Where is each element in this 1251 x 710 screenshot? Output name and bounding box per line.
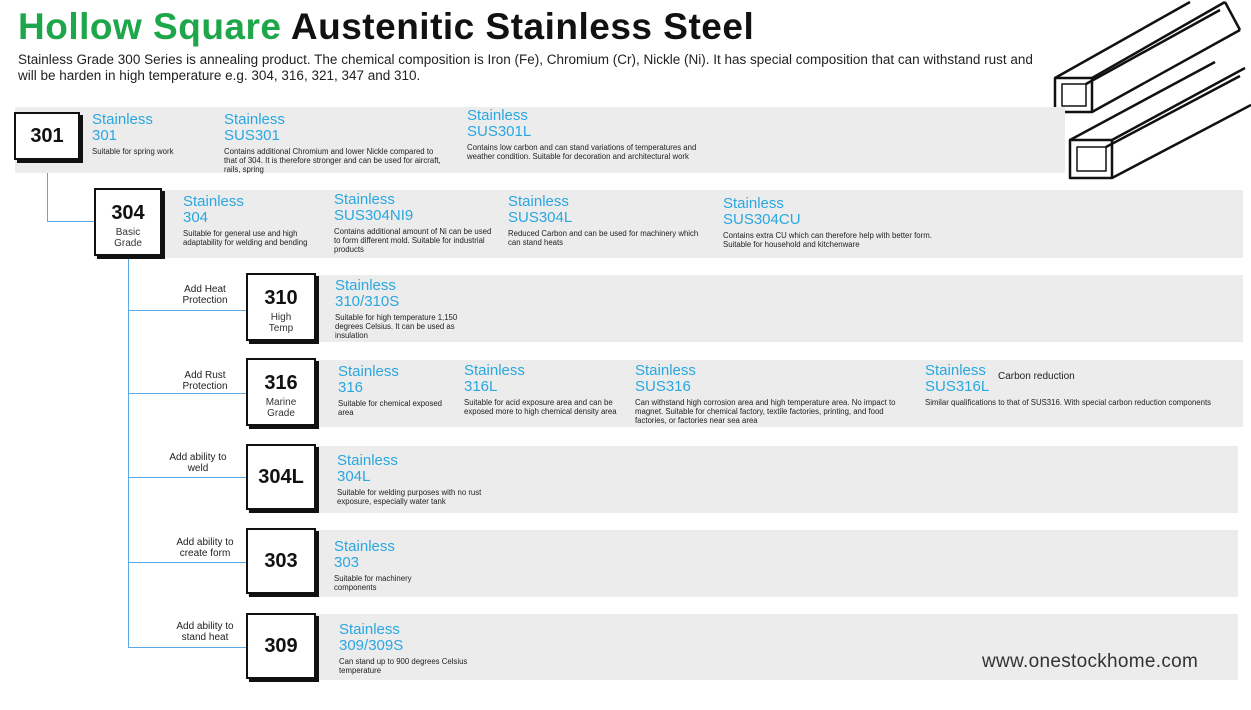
title-dark: Austenitic Stainless Steel — [290, 6, 755, 47]
grade-number: 301 — [30, 125, 64, 147]
add-label-heat-stand: Add ability to stand heat — [176, 621, 234, 643]
grade-number: 303 — [264, 550, 298, 572]
item-stainless-304l — [337, 453, 517, 506]
grade-box-301 — [14, 112, 80, 160]
item-name-line2: SUS316 — [635, 378, 691, 395]
item-name-line2: 310/310S — [335, 293, 400, 310]
item-sus301l — [467, 108, 722, 161]
grade-subtitle: Marine Grade — [265, 397, 297, 419]
item-sus316 — [635, 363, 905, 425]
connector-304-vertical — [128, 258, 129, 648]
connector-316 — [128, 393, 246, 394]
item-name-line2: 301 — [92, 127, 118, 144]
item-name-line1: Stainless — [338, 363, 399, 380]
item-sus304l — [508, 194, 708, 247]
grade-number: 316 — [264, 372, 298, 394]
grade-box-316 — [246, 358, 316, 426]
item-stainless-310 — [335, 278, 475, 340]
item-name-line2: SUS304CU — [723, 211, 801, 228]
item-stainless-303 — [334, 539, 454, 592]
page-subtitle: Stainless Grade 300 Series is annealing product. The chemical composition is Iron (Fe), Chromium (Cr), Nickle (Ni). It has special composition that can withstand rust and will be harden in high temperature e.g. 304, 316, 321, 347 and 310. — [18, 52, 1033, 83]
item-name-line1: Stainless — [339, 621, 400, 638]
item-name-line1: Stainless — [337, 452, 398, 469]
add-label-heat: Add Heat Protection — [182, 284, 228, 306]
item-name-line2: SUS304L — [508, 209, 573, 226]
grade-number: 304 — [111, 202, 145, 224]
grade-box-310 — [246, 273, 316, 341]
item-name-line2: 304 — [183, 209, 209, 226]
grade-number: 309 — [264, 635, 298, 657]
item-name-line2: 316L — [464, 378, 498, 395]
item-name-line2: 303 — [334, 554, 360, 571]
grade-number: 304L — [258, 466, 304, 488]
item-sus316l — [925, 363, 1225, 407]
grade-subtitle: High Temp — [268, 312, 294, 334]
item-description: Suitable for acid exposure area and can be exposed more to high chemical density area — [464, 398, 617, 416]
item-name-line2: 304L — [337, 468, 371, 485]
item-name-line1: Stainless — [183, 193, 244, 210]
carbon-reduction-note: Carbon reduction — [998, 371, 1075, 382]
grade-number: 310 — [264, 287, 298, 309]
item-description: Similar qualifications to that of SUS316. With special carbon reduction components — [925, 398, 1212, 407]
connector-303 — [128, 562, 246, 563]
grade-box-304 — [94, 188, 162, 256]
item-name-line2: SUS301L — [467, 123, 532, 140]
item-name-line2: 309/309S — [339, 637, 404, 654]
item-stainless-316l — [464, 363, 624, 416]
item-description: Suitable for general use and high adaptability for welding and bending — [183, 229, 308, 247]
connector-304l — [128, 477, 246, 478]
item-name-line2: SUS304NI9 — [334, 207, 414, 224]
add-label-weld: Add ability to weld — [169, 452, 227, 474]
item-stainless-301 — [92, 112, 182, 156]
page-title — [18, 6, 754, 48]
item-description: Can withstand high corrosion area and high temperature area. No impact to magnet. Suitable for chemical factory, textile factories, printing, and food factories, or factories near sea area — [635, 398, 896, 425]
item-sus304cu — [723, 196, 953, 249]
connector-301-304 — [47, 221, 94, 222]
item-description: Reduced Carbon and can be used for machinery which can stand heats — [508, 229, 699, 247]
connector-310 — [128, 310, 246, 311]
grade-box-303 — [246, 528, 316, 594]
item-description: Contains additional amount of Ni can be used to form different mold. Suitable for industrial products — [334, 227, 492, 254]
item-description: Contains extra CU which can therefore help with better form. Suitable for household and kitchenware — [723, 231, 932, 249]
item-name-line1: Stainless — [635, 362, 696, 379]
item-name-line1: Stainless — [508, 193, 569, 210]
add-label-rust: Add Rust Protection — [182, 370, 228, 392]
item-stainless-316 — [338, 364, 448, 417]
item-name-line1: Stainless — [723, 195, 784, 212]
item-name-line1: Stainless — [925, 362, 986, 379]
item-description: Suitable for machinery components — [334, 574, 412, 592]
grade-subtitle: Basic Grade — [114, 227, 142, 249]
item-description: Suitable for welding purposes with no rust exposure, especially water tank — [337, 488, 482, 506]
item-description: Suitable for chemical exposed area — [338, 399, 443, 417]
item-sus301 — [224, 112, 444, 174]
item-name-line1: Stainless — [334, 191, 395, 208]
item-name-line2: 316 — [338, 379, 364, 396]
title-green: Hollow Square — [18, 6, 282, 47]
item-sus304ni9 — [334, 192, 494, 254]
item-description: Contains additional Chromium and lower Nickle compared to that of 304. It is therefore stronger and can be used for aircraft, rails, spring — [224, 147, 441, 174]
item-name-line2: SUS316L — [925, 378, 990, 395]
item-description: Suitable for high temperature 1,150 degrees Celsius. It can be used as insulation — [335, 313, 458, 340]
item-description: Contains low carbon and can stand variations of temperatures and weather condition. Suitable for decoration and architectural work — [467, 143, 697, 161]
item-name-line1: Stainless — [334, 538, 395, 555]
item-name-line1: Stainless — [464, 362, 525, 379]
grade-box-304l — [246, 444, 316, 510]
add-label-form: Add ability to create form — [176, 537, 234, 559]
item-name-line1: Stainless — [467, 107, 528, 124]
item-stainless-309 — [339, 622, 479, 675]
item-name-line1: Stainless — [335, 277, 396, 294]
item-name-line1: Stainless — [224, 111, 285, 128]
website-url: www.onestockhome.com — [982, 651, 1199, 672]
item-description: Can stand up to 900 degrees Celsius temperature — [339, 657, 468, 675]
grade-box-309 — [246, 613, 316, 679]
square-tube-illustration — [1040, 0, 1251, 205]
item-stainless-304 — [183, 194, 323, 247]
item-name-line2: SUS301 — [224, 127, 280, 144]
item-description: Suitable for spring work — [92, 147, 174, 156]
item-name-line1: Stainless — [92, 111, 153, 128]
connector-309 — [128, 647, 246, 648]
